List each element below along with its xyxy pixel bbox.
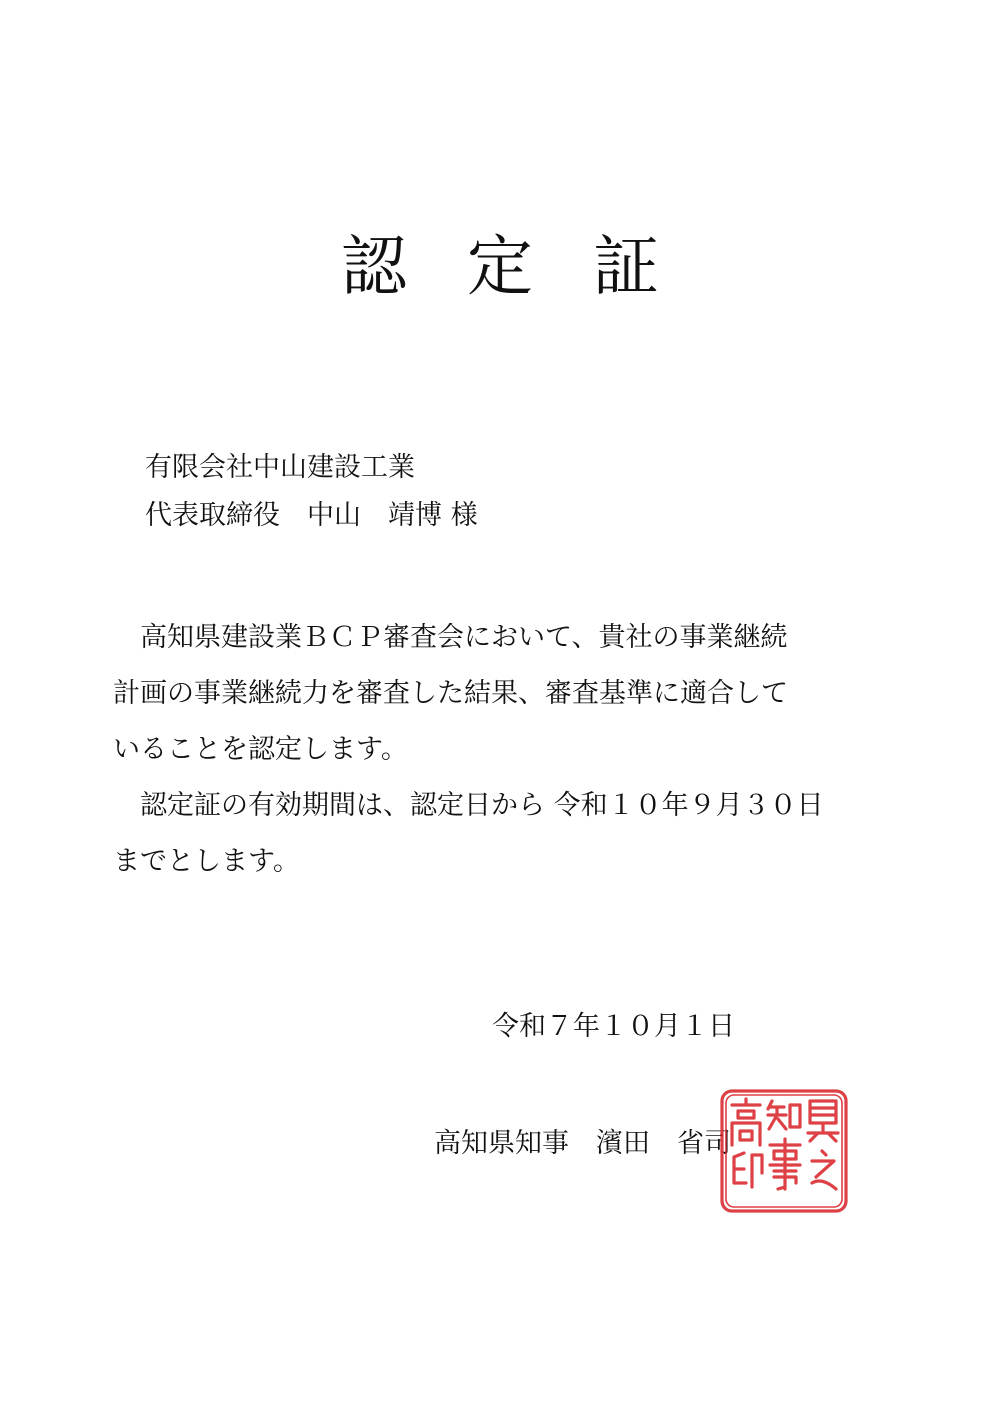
recipient-company: 有限会社中山建設工業 [145, 452, 415, 483]
official-seal-stamp [718, 1087, 850, 1215]
body-line: までとします。 [113, 846, 300, 877]
signer-name: 高知県知事 濱田 省司 [434, 1128, 731, 1159]
recipient-representative: 代表取締役 中山 靖博 様 [145, 500, 478, 531]
certificate-body [113, 610, 893, 890]
body-line: いることを認定します。 [113, 734, 408, 765]
body-line: 高知県建設業ＢＣＰ審査会において、貴社の事業継続 [113, 622, 788, 653]
certificate-title [0, 222, 1000, 312]
title-char: 定 [467, 228, 533, 305]
title-char: 認 [341, 228, 407, 305]
recipient-block [145, 444, 478, 540]
body-line: 計画の事業継続力を審査した結果、審査基準に適合して [113, 678, 788, 709]
title-char: 証 [593, 228, 659, 305]
issue-date: 令和７年１０月１日 [492, 1011, 735, 1042]
body-line: 認定証の有効期間は、認定日から 令和１０年９月３０日 [113, 790, 824, 821]
